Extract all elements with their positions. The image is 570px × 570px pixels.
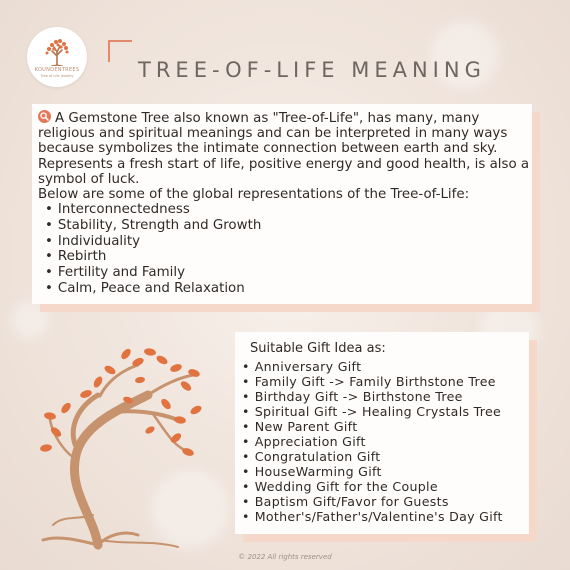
brand-logo[interactable]	[27, 27, 87, 87]
list-item: • Spiritual Gift -> Healing Crystals Tree	[242, 404, 503, 419]
list-item: • Wedding Gift for the Couple	[242, 479, 503, 494]
list-item: • Birthday Gift -> Birthstone Tree	[242, 389, 503, 404]
page-title: TREE-OF-LIFE MEANING	[138, 58, 486, 83]
list-item: • Interconnectedness	[45, 202, 261, 218]
meaning-intro: Below are some of the global representations of the Tree-of-Life:	[38, 187, 470, 203]
list-item: • New Parent Gift	[242, 419, 503, 434]
list-item: • Stability, Strength and Growth	[45, 218, 261, 234]
logo-brand-name: KOUNDENTREES	[34, 67, 80, 73]
list-item: • Family Gift -> Family Birthstone Tree	[242, 374, 503, 389]
list-item: • Appreciation Gift	[242, 434, 503, 449]
list-item: • Individuality	[45, 234, 261, 250]
list-item: • Congratulation Gift	[242, 449, 503, 464]
title-corner-frame	[108, 40, 132, 62]
search-icon	[38, 110, 51, 123]
list-item: • Anniversary Gift	[242, 359, 503, 374]
list-item: • Calm, Peace and Relaxation	[45, 281, 261, 297]
list-item: • Mother's/Father's/Valentine's Day Gift	[242, 509, 503, 524]
bokeh-light	[10, 300, 50, 340]
meaning-paragraph	[38, 110, 538, 202]
meaning-text: A Gemstone Tree also known as "Tree-of-Life", has many, many religious and spiritual meanings and can be interpreted in many ways because symbolizes the intimate connection between earth and sky. Represents a fresh start of life, positive energy and good health, is also a symbol of luck.	[38, 111, 530, 187]
gift-heading: Suitable Gift Idea as:	[250, 341, 386, 356]
list-item: • Baptism Gift/Favor for Guests	[242, 494, 503, 509]
logo-tagline: Tree of Life Jewelry	[40, 74, 74, 78]
meaning-list	[45, 202, 261, 297]
list-item: • Fertility and Family	[45, 265, 261, 281]
list-item: • Rebirth	[45, 249, 261, 265]
list-item: • HouseWarming Gift	[242, 464, 503, 479]
copyright-text: © 2022 All rights reserved	[238, 553, 332, 561]
tree-logo-icon	[40, 36, 74, 66]
gift-list	[242, 359, 503, 524]
tree-of-life-illustration	[38, 340, 218, 550]
